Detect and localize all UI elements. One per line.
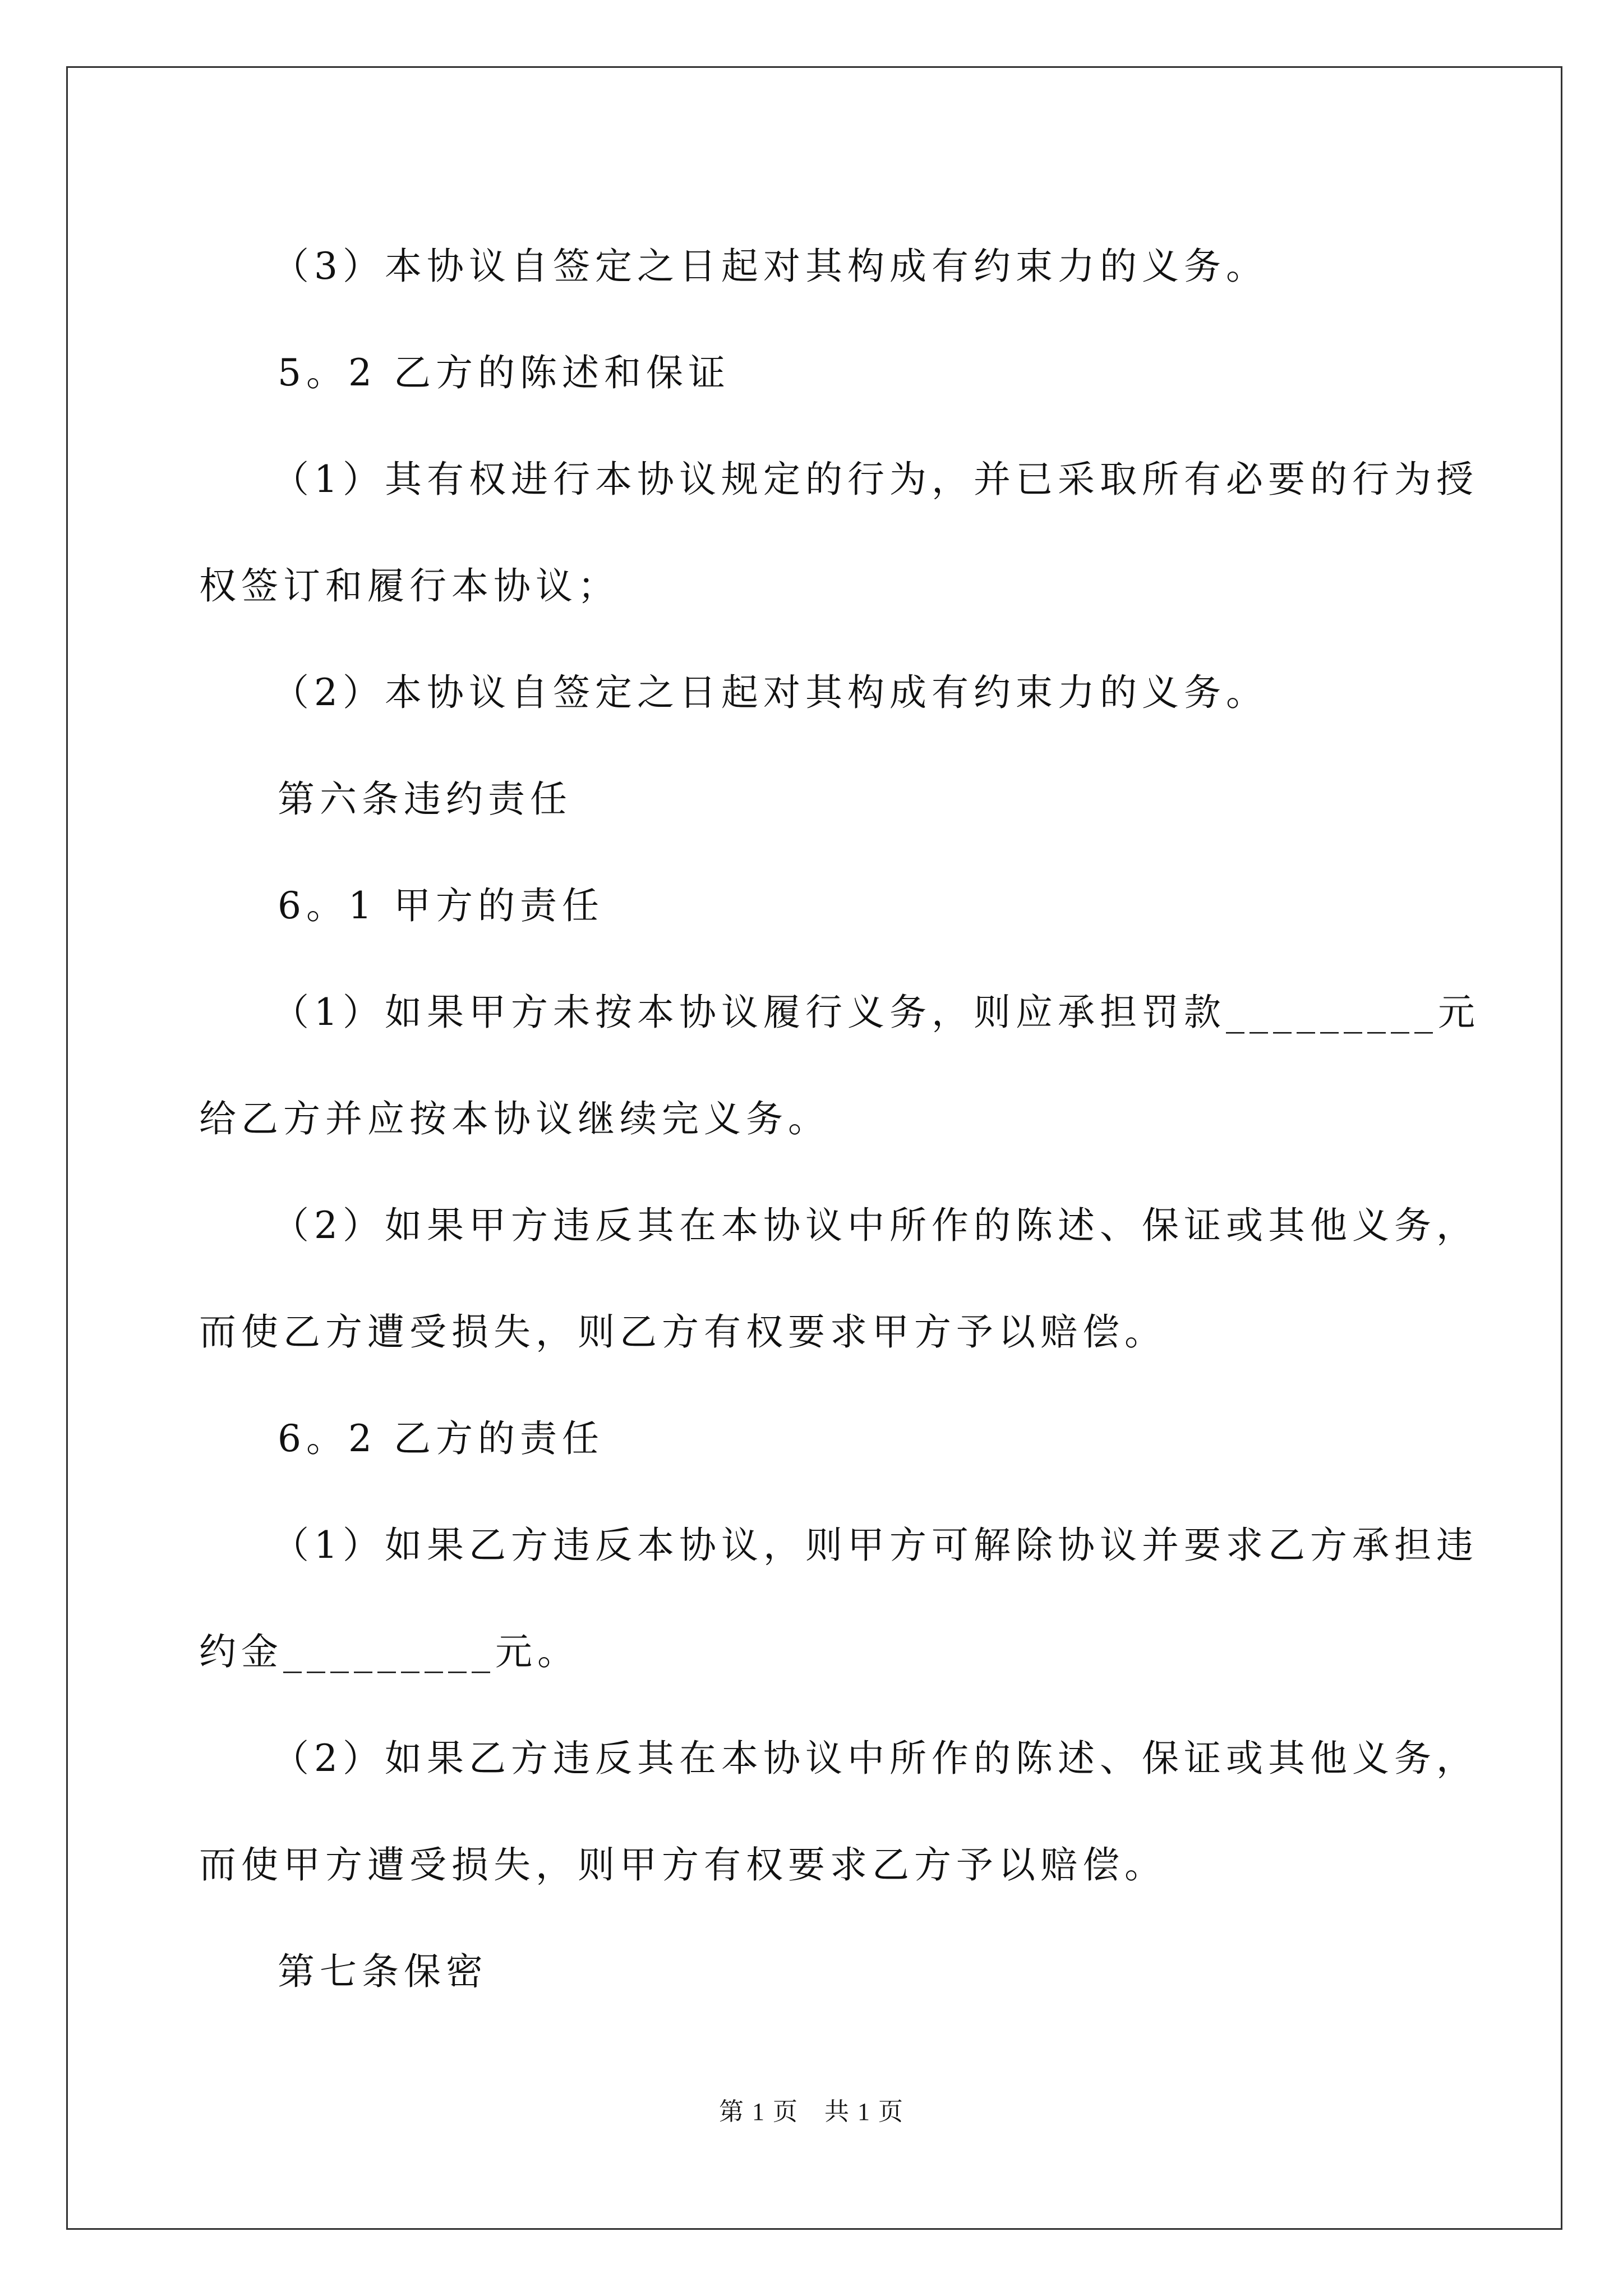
article-heading: 第七条保密 xyxy=(278,1950,488,1993)
paragraph-line: 而使甲方遭受损失，则甲方有权要求乙方予以赔偿。 xyxy=(199,1843,1166,1887)
paragraph-line: 权签订和履行本协议； xyxy=(199,564,620,608)
paragraph-line: 约金_________元。 xyxy=(199,1630,579,1673)
paragraph-line: 而使乙方遭受损失，则乙方有权要求甲方予以赔偿。 xyxy=(199,1310,1166,1354)
section-heading: 6。2 乙方的责任 xyxy=(278,1417,604,1460)
document-body xyxy=(199,213,1480,2025)
article-heading: 第六条违约责任 xyxy=(278,777,572,821)
section-heading: 5。2 乙方的陈述和保证 xyxy=(278,351,730,394)
paragraph-line: （3）本协议自签定之日起对其构成有约束力的义务。 xyxy=(272,245,1268,288)
paragraph-line: （1）其有权进行本协议规定的行为，并已采取所有必要的行为授 xyxy=(272,458,1478,501)
page-number-footer: 第 1 页 共 1 页 xyxy=(719,2098,904,2125)
paragraph-line: （1）如果甲方未按本协议履行义务，则应承担罚款_________元 xyxy=(272,991,1480,1034)
paragraph-line: （1）如果乙方违反本协议，则甲方可解除协议并要求乙方承担违 xyxy=(272,1524,1478,1567)
paragraph-line: （2）如果乙方违反其在本协议中所作的陈述、保证或其他义务， xyxy=(272,1737,1478,1780)
paragraph-line: （2）本协议自签定之日起对其构成有约束力的义务。 xyxy=(272,671,1268,714)
paragraph-line: （2）如果甲方违反其在本协议中所作的陈述、保证或其他义务， xyxy=(272,1204,1478,1247)
section-heading: 6。1 甲方的责任 xyxy=(278,884,604,927)
paragraph-line: 给乙方并应按本协议继续完义务。 xyxy=(199,1097,830,1140)
